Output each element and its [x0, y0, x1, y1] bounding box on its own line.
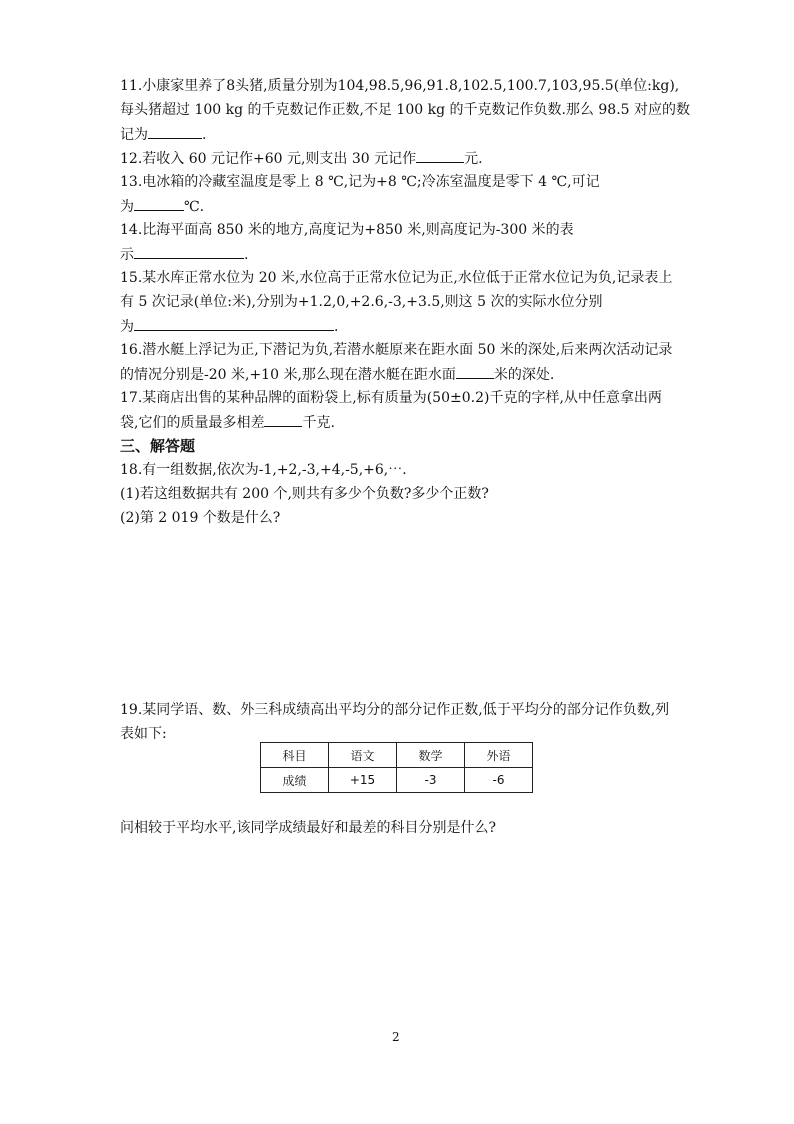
- q14-line2: 示 .: [120, 244, 248, 265]
- q17-line2: 袋,它们的质量最多相差 千克.: [120, 412, 335, 433]
- q18-line2: (1)若这组数据共有 200 个,则共有多少个负数?多少个正数?: [120, 486, 489, 502]
- q12-line: 12.若收入 60 元记作+60 元,则支出 30 元记作 元.: [120, 148, 483, 169]
- q19-line1: 19.某同学语、数、外三科成绩高出平均分的部分记作正数,低于平均分的部分记作负数,列: [120, 702, 670, 718]
- table-cell: -6: [465, 768, 533, 793]
- table-cell: +15: [329, 768, 397, 793]
- q15-line3: 为 .: [120, 316, 338, 337]
- q11-line1: 11.小康家里养了8头猪,质量分别为104,98.5,96,91.8,102.5,100.7,103,95.5(单位:kg),: [120, 78, 680, 94]
- table-header-row: [261, 743, 533, 768]
- answer-blank[interactable]: [456, 364, 494, 379]
- q17-line1: 17.某商店出售的某种品牌的面粉袋上,标有质量为(50±0.2)千克的字样,从中任意拿出两: [120, 390, 662, 406]
- table-header-cell: 科目: [261, 743, 329, 768]
- answer-blank[interactable]: [134, 196, 184, 211]
- q16-line2: 的情况分别是-20 米,+10 米,那么现在潜水艇在距水面 米的深处.: [120, 364, 554, 385]
- q18-line1: 18.有一组数据,依次为-1,+2,-3,+4,-5,+6,⋯.: [120, 462, 407, 478]
- q14-line1: 14.比海平面高 850 米的地方,高度记为+850 米,则高度记为-300 米的表: [120, 222, 574, 238]
- answer-blank[interactable]: [264, 412, 302, 427]
- table-row: [261, 768, 533, 793]
- q18-line3: (2)第 2 019 个数是什么?: [120, 510, 281, 526]
- q13-line2: 为 ℃.: [120, 196, 204, 217]
- answer-blank[interactable]: [134, 316, 334, 331]
- answer-blank[interactable]: [416, 148, 464, 163]
- q15-line1: 15.某水库正常水位为 20 米,水位高于正常水位记为正,水位低于正常水位记为负,记录表上: [120, 270, 673, 286]
- answer-blank[interactable]: [134, 244, 244, 259]
- score-table: [260, 742, 533, 793]
- page-number: 2: [392, 1030, 400, 1044]
- table-header-cell: 外语: [465, 743, 533, 768]
- q13-line1: 13.电冰箱的冷藏室温度是零上 8 ℃,记为+8 ℃;冷冻室温度是零下 4 ℃,可记: [120, 174, 600, 190]
- table-cell: 成绩: [261, 768, 329, 793]
- q19-line2: 表如下:: [120, 726, 167, 742]
- table-cell: -3: [397, 768, 465, 793]
- section-heading: 三、解答题: [120, 437, 196, 455]
- q19-question: 问相较于平均水平,该同学成绩最好和最差的科目分别是什么?: [120, 820, 496, 836]
- answer-blank[interactable]: [148, 124, 202, 139]
- q11-line3: 记为 .: [120, 124, 206, 145]
- q15-line2: 有 5 次记录(单位:米),分别为+1.2,0,+2.6,-3,+3.5,则这 5 次的实际水位分别: [120, 294, 603, 310]
- table-header-cell: 数学: [397, 743, 465, 768]
- q11-line2: 每头猪超过 100 kg 的千克数记作正数,不足 100 kg 的千克数记作负数.那么 98.5 对应的数: [120, 102, 691, 118]
- table-header-cell: 语文: [329, 743, 397, 768]
- q16-line1: 16.潜水艇上浮记为正,下潜记为负,若潜水艇原来在距水面 50 米的深处,后来两次活动记录: [120, 342, 673, 358]
